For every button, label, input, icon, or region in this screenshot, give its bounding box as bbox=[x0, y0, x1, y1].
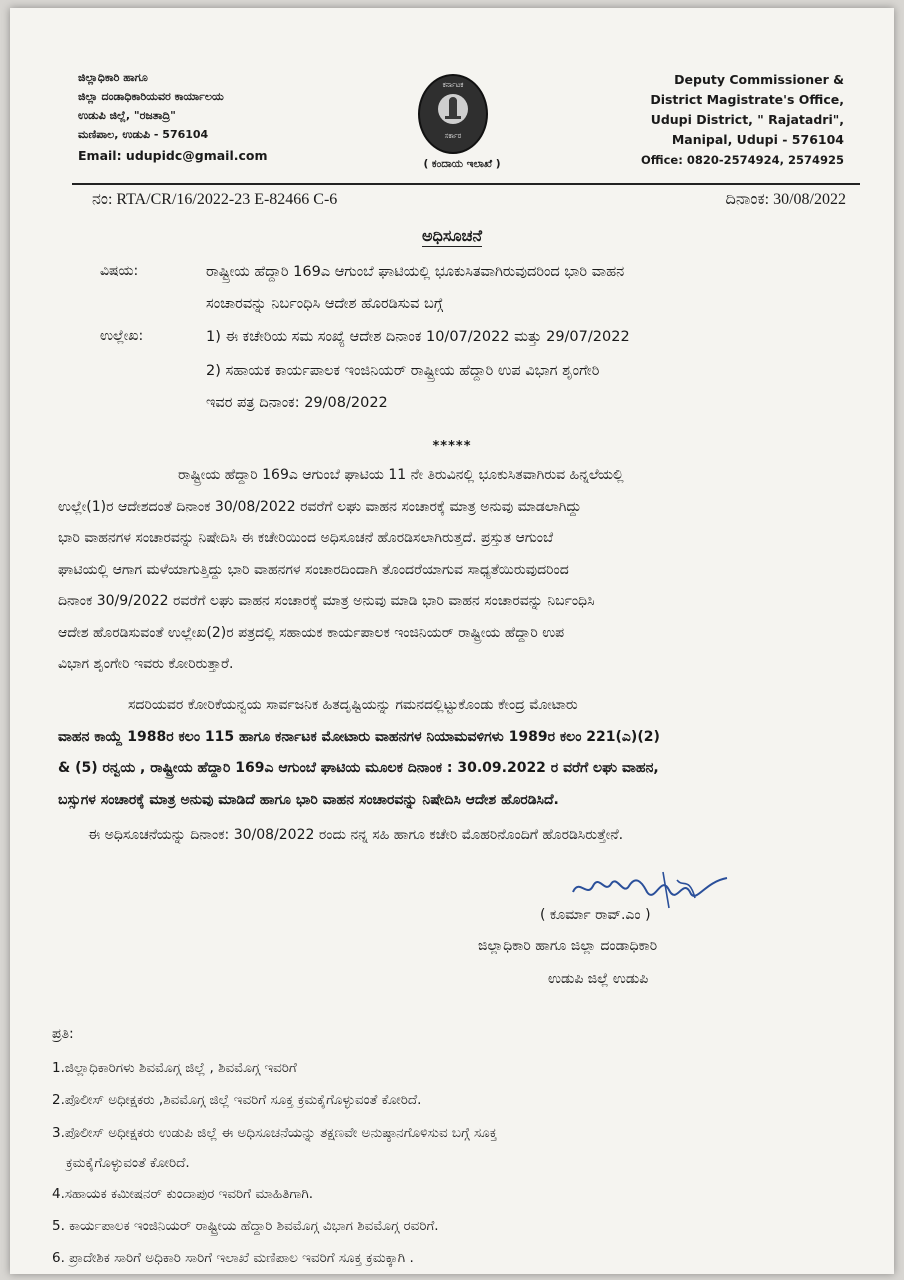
paragraph-line: ಬಸ್ಸುಗಳ ಸಂಚಾರಕ್ಕೆ ಮಾತ್ರ ಅನುವು ಮಾಡಿದೆ ಹಾಗೂ ಭಾರಿ ವಾಹನ ಸಂಚಾರವನ್ನು ನಿಷೇದಿಸಿ ಆದೇಶ ಹೊರಡಿಸಿದೆ. bbox=[58, 791, 559, 808]
document-title-text: ಅಧಿಸೂಚನೆ bbox=[421, 226, 483, 245]
paragraph-line: & (5) ರನ್ವಯ , ರಾಷ್ಟ್ರೀಯ ಹೆದ್ದಾರಿ 169ಎ ಆಗುಂಬೆ ಘಾಟಿಯ ಮೂಲಕ ದಿನಾಂಕ : 30.09.2022 ರ ವರೆಗೆ ಲಘು ವಾಹನ, bbox=[58, 760, 659, 776]
signatory-place: ಉಡುಪಿ ಜಿಲ್ಲೆ ಉಡುಪಿ bbox=[548, 971, 649, 987]
paragraph-line: ಈ ಅಧಿಸೂಚನೆಯನ್ನು ದಿನಾಂಕ: 30/08/2022 ರಂದು ನನ್ನ ಸಹಿ ಹಾಗೂ ಕಚೇರಿ ಮೊಹರಿನೊಂದಿಗೆ ಹೊರಡಿಸಿರುತ್ತೇನೆ. bbox=[88, 827, 624, 843]
body-paragraph-1 bbox=[58, 460, 828, 681]
reference-date: ದಿನಾಂಕ: 30/08/2022 bbox=[725, 191, 846, 208]
reference-line: 1) ಈ ಕಚೇರಿಯ ಸಮ ಸಂಖ್ಯೆ ಆದೇಶ ದಿನಾಂಕ 10/07/2022 ಮತ್ತು 29/07/2022 bbox=[206, 329, 630, 345]
paragraph-line: ಆದೇಶ ಹೊರಡಿಸುವಂತೆ ಉಲ್ಲೇಖ(2)ರ ಪತ್ರದಲ್ಲಿ ಸಹಾಯಕ ಕಾರ್ಯಪಾಲಕ ಇಂಜಿನಿಯರ್ ರಾಷ್ಟ್ರೀಯ ಹೆದ್ದಾರಿ ಉಪ bbox=[58, 624, 565, 641]
copy-item: 6. ಪ್ರಾದೇಶಿಕ ಸಾರಿಗೆ ಅಧಿಕಾರಿ ಸಾರಿಗೆ ಇಲಾಖೆ ಮಣಿಪಾಲ ಇವರಿಗೆ ಸೂಕ್ತ ಕ್ರಮಕ್ಕಾಗಿ . bbox=[52, 1250, 414, 1266]
paragraph-line: ಉಲ್ಲೇ(1)ರ ಆದೇಶದಂತೆ ದಿನಾಂಕ 30/08/2022 ರವರೆಗೆ ಲಘು ವಾಹನ ಸಂಚಾರಕ್ಕೆ ಮಾತ್ರ ಅನುವು ಮಾಡಲಾಗಿದ್ದು bbox=[58, 498, 582, 515]
copy-item: 4.ಸಹಾಯಕ ಕಮೀಷನರ್ ಕುಂದಾಪುರ ಇವರಿಗೆ ಮಾಹಿತಿಗಾಗಿ. bbox=[52, 1186, 314, 1202]
paragraph-line: ರಾಷ್ಟ್ರೀಯ ಹೆದ್ದಾರಿ 169ಎ ಆಗುಂಬೆ ಘಾಟಿಯ 11 ನೇ ತಿರುವಿನಲ್ಲಿ ಭೂಕುಸಿತವಾಗಿರುವ ಹಿನ್ನಲೆಯಲ್ಲಿ bbox=[178, 467, 624, 483]
header-left-line: ಜಿಲ್ಲಾಧಿಕಾರಿ ಹಾಗೂ bbox=[78, 71, 148, 84]
paragraph-line: ಸದರಿಯವರ ಕೋರಿಕೆಯನ್ವಯ ಸಾರ್ವಜನಿಕ ಹಿತದೃಷ್ಟಿಯನ್ನು ಗಮನದಲ್ಲಿಟ್ಟುಕೊಂಡು ಕೇಂದ್ರ ಮೋಟಾರು bbox=[128, 697, 578, 713]
body-paragraph-3 bbox=[88, 820, 623, 852]
reference-label: ಉಲ್ಲೇಖ: bbox=[100, 328, 144, 344]
paragraph-line: ಘಾಟಿಯಲ್ಲಿ ಆಗಾಗ ಮಳೆಯಾಗುತ್ತಿದ್ದು ಭಾರಿ ವಾಹನಗಳ ಸಂಚಾರದಿಂದಾಗಿ ತೊಂದರೆಯಾಗುವ ಸಾಧ್ಯತೆಯಿರುವುದರಿಂದ bbox=[58, 561, 569, 578]
reference-number: ನಂ: RTA/CR/16/2022-23 E-82466 C-6 bbox=[92, 191, 338, 208]
header-right-address bbox=[641, 70, 844, 170]
header-left-address bbox=[78, 68, 268, 165]
reference-line: ಇವರ ಪತ್ರ ದಿನಾಂಕ: 29/08/2022 bbox=[206, 395, 388, 411]
emblem-lion-icon bbox=[438, 94, 468, 124]
copy-item: 3.ಪೊಲೀಸ್ ಅಧೀಕ್ಷಕರು ಉಡುಪಿ ಜಿಲ್ಲೆ ಈ ಅಧಿಸೂಚನೆಯನ್ನು ತಕ್ಷಣವೇ ಅನುಷ್ಠಾನಗೊಳಿಸುವ ಬಗ್ಗೆ ಸೂಕ್ತ bbox=[52, 1125, 497, 1141]
subject-line: ರಾಷ್ಟ್ರೀಯ ಹೆದ್ದಾರಿ 169ಎ ಆಗುಂಬೆ ಘಾಟಿಯಲ್ಲಿ ಭೂಕುಸಿತವಾಗಿರುವುದರಿಂದ ಭಾರಿ ವಾಹನ bbox=[206, 264, 625, 280]
paragraph-line: ದಿನಾಂಕ 30/9/2022 ರವರೆಗೆ ಲಘು ವಾಹನ ಸಂಚಾರಕ್ಕೆ ಮಾತ್ರ ಅನುವು ಮಾಡಿ ಭಾರಿ ವಾಹನ ಸಂಚಾರವನ್ನು ನಿರ್ಬಂಧಿಸಿ bbox=[58, 593, 595, 609]
header-office-phone: Office: 0820-2574924, 2574925 bbox=[641, 153, 844, 167]
separator-stars: ***** bbox=[432, 439, 472, 454]
document-title bbox=[10, 226, 894, 246]
emblem-top-text: ಕರ್ನಾಟಕ bbox=[442, 81, 464, 89]
header-right-line: Deputy Commissioner & bbox=[674, 72, 844, 87]
copies-label: ಪ್ರತಿ: bbox=[52, 1026, 74, 1042]
body-paragraph-2 bbox=[58, 690, 848, 816]
signatory-designation: ಜಿಲ್ಲಾಧಿಕಾರಿ ಹಾಗೂ ಜಿಲ್ಲಾ ದಂಡಾಧಿಕಾರಿ bbox=[478, 938, 658, 954]
copy-item-continuation: ಕ್ರಮಕೈಗೊಳ್ಳುವಂತೆ ಕೋರಿದೆ. bbox=[66, 1155, 190, 1171]
department-name: ( ಕಂದಾಯ ಇಲಾಖೆ ) bbox=[423, 158, 501, 170]
copy-item: 1.ಜಿಲ್ಲಾಧಿಕಾರಿಗಳು ಶಿವಮೊಗ್ಗ ಜಿಲ್ಲೆ , ಶಿವಮೊಗ್ಗ ಇವರಿಗೆ bbox=[52, 1060, 297, 1076]
emblem-bottom-text: ಸರ್ಕಾರ bbox=[444, 132, 462, 140]
header-right-line: District Magistrate's Office, bbox=[650, 92, 844, 107]
paragraph-line: ವಿಭಾಗ ಶೃಂಗೇರಿ ಇವರು ಕೋರಿರುತ್ತಾರೆ. bbox=[58, 656, 234, 672]
header-right-line: Udupi District, " Rajatadri", bbox=[650, 112, 844, 127]
header-left-line: ಜಿಲ್ಲಾ ದಂಡಾಧಿಕಾರಿಯವರ ಕಾರ್ಯಾಲಯ bbox=[78, 90, 224, 103]
reference-line: 2) ಸಹಾಯಕ ಕಾರ್ಯಪಾಲಕ ಇಂಜಿನಿಯರ್ ರಾಷ್ಟ್ರೀಯ ಹೆದ್ದಾರಿ ಉಪ ವಿಭಾಗ ಶೃಂಗೇರಿ bbox=[206, 363, 600, 379]
copy-item: 2.ಪೊಲೀಸ್ ಅಧೀಕ್ಷಕರು ,ಶಿವಮೊಗ್ಗ ಜಿಲ್ಲೆ ಇವರಿಗೆ ಸೂಕ್ತ ಕ್ರಮಕೈಗೊಳ್ಳುವಂತೆ ಕೋರಿದೆ. bbox=[52, 1092, 422, 1108]
subject-label: ವಿಷಯ: bbox=[100, 263, 139, 279]
subject-line: ಸಂಚಾರವನ್ನು ನಿರ್ಬಂಧಿಸಿ ಆದೇಶ ಹೊರಡಿಸುವ ಬಗ್ಗೆ bbox=[206, 296, 444, 312]
copy-item: 5. ಕಾರ್ಯಪಾಲಕ ಇಂಜಿನಿಯರ್ ರಾಷ್ಟ್ರೀಯ ಹೆದ್ದಾರಿ ಶಿವಮೊಗ್ಗ ವಿಭಾಗ ಶಿವಮೊಗ್ಗ ರವರಿಗೆ. bbox=[52, 1218, 439, 1234]
state-emblem-icon bbox=[418, 74, 488, 154]
header-right-line: Manipal, Udupi - 576104 bbox=[671, 132, 844, 147]
header-email: Email: udupidc@gmail.com bbox=[78, 148, 268, 163]
header-left-line: ಉಡುಪಿ ಜಿಲ್ಲೆ, "ರಜತಾದ್ರಿ" bbox=[78, 109, 176, 122]
header-divider bbox=[72, 183, 860, 185]
emblem-center bbox=[438, 94, 468, 124]
document-page bbox=[10, 8, 894, 1274]
paragraph-line: ವಾಹನ ಕಾಯ್ದೆ 1988ರ ಕಲಂ 115 ಹಾಗೂ ಕರ್ನಾಟಕ ಮೋಟಾರು ವಾಹನಗಳ ನಿಯಾಮವಳಿಗಳು 1989ರ ಕಲಂ 221(ಎ)(2) bbox=[58, 728, 660, 745]
paragraph-line: ಭಾರಿ ವಾಹನಗಳ ಸಂಚಾರವನ್ನು ನಿಷೇದಿಸಿ ಈ ಕಚೇರಿಯಿಂದ ಅಧಿಸೂಚನೆ ಹೊರಡಿಸಲಾಗಿರುತ್ತದೆ. ಪ್ರಸ್ತುತ ಆಗುಂಬೆ bbox=[58, 530, 554, 546]
signatory-name: ( ಕೂರ್ಮಾ ರಾವ್.ಎಂ ) bbox=[540, 907, 651, 923]
signature-scribble-icon bbox=[565, 868, 735, 912]
header-left-line: ಮಣಿಪಾಲ, ಉಡುಪಿ - 576104 bbox=[78, 128, 209, 141]
